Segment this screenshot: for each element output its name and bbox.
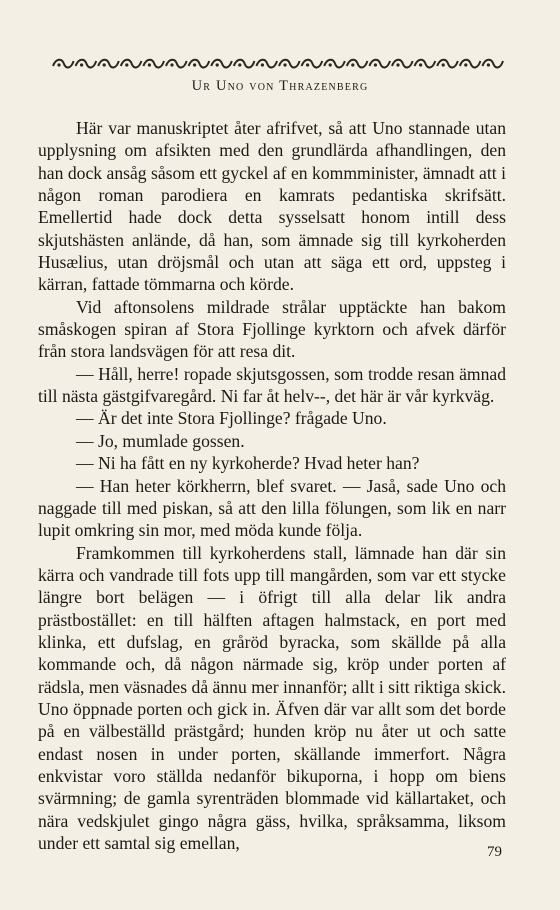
paragraph: — Håll, herre! ropade skjutsgossen, som trodde resan ämnad till nästa gästgifvaregård. Ni far åt helv--, det här är vår kyrkväg. xyxy=(38,363,506,407)
paragraph: — Ni ha fått en ny kyrkoherde? Hvad heter han? xyxy=(76,453,420,474)
paragraph: Här var manuskriptet åter afrifvet, så att Uno stannade utan upplysning om afsikten med den grundlärda afhandlingen, den han dock ansåg såsom ett gyckel af en kommminister, ämnadt att i någon roman parodiera en kamrats pedantiska skrifsätt. Emellertid hade dock detta sysselsatt honom intill dess skjutshästen anlände, då han, som ämnade sig till kyrkoherden Husælius, utan dröjsmål och utan att säga ett ord, uppsteg i kärran, fattade tömmarna och körde. xyxy=(38,118,506,295)
body-text xyxy=(38,117,506,854)
paragraph: — Han heter körkherrn, blef svaret. — Jaså, sade Uno och naggade till med piskan, så att den lilla fölungen, som lik en narr lupit omkring sin mor, med möda kunde följa. xyxy=(38,475,506,541)
paragraph: Framkommen till kyrkoherdens stall, lämnade han där sin kärra och vandrade till fots upp till mangården, som var ett stycke längre bort belägen — i öfrigt till alla delar lik andra prästbostället: en till hälften aftagen halmstack, en port med klinka, ett dufslag, en gråröd byracka, som skällde på alla kommande och, då någon närmade sig, kröp under porten af rädsla, men väsnades då ännu mer innanför; allt i sitt riktiga skick. Uno öppnade porten och gick in. Äfven där var allt som det borde på en välbeställd prästgård; hunden kröp nu åter ut och satte endast nosen in under porten, skällande immerfort. Några enkvistar voro ställda nedanför bikuporna, i hopp om biens svärmning; de gamla syrenträden blommade vid källartaket, och nära vedskjulet gingo några gäss, hvilka, språksamma, liksom under ett samtal sig emellan, xyxy=(38,542,506,853)
running-head: Ur Uno von Thrazenberg xyxy=(191,78,369,94)
paragraph: Vid aftonsolens mildrade strålar upptäckte han bakom småskogen spiran af Stora Fjollinge kyrktorn och afvek därför från stora landsvägen för att resa dit. xyxy=(38,296,506,362)
decorative-border-ornament xyxy=(52,57,504,71)
page-number: 79 xyxy=(487,844,502,860)
paragraph: — Är det inte Stora Fjollinge? frågade Uno. xyxy=(76,408,387,429)
paragraph: — Jo, mumlade gossen. xyxy=(76,430,245,451)
